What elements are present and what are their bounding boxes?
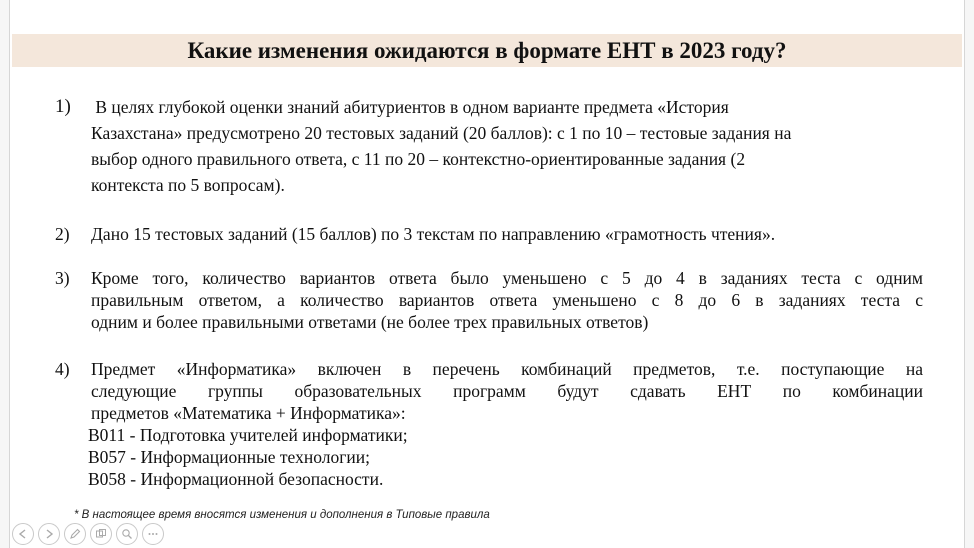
item-line: правильным ответом, а количество вариантов ответа уменьшено с 8 до 6 в заданиях теста с [91, 290, 923, 310]
item-line: Предмет «Информатика» включен в перечень комбинаций предметов, т.е. поступающие на [91, 359, 923, 379]
pen-icon [69, 528, 81, 540]
item-number: 4) [55, 359, 70, 379]
slides-overview-button[interactable] [90, 523, 112, 545]
item-number: 2) [55, 224, 70, 244]
more-options-icon [147, 528, 159, 540]
slide-title: Какие изменения ожидаются в формате ЕНТ в 2023 году? [187, 37, 787, 63]
item-line: Кроме того, количество вариантов ответа было уменьшено с 5 до 4 в заданиях теста с одним [91, 268, 923, 288]
item-line: В целях глубокой оценки знаний абитуриентов в одном варианте предмета «История [91, 97, 729, 117]
previous-slide-icon [17, 528, 29, 540]
next-slide-icon [43, 528, 55, 540]
window-right-edge [964, 0, 974, 548]
item-line: контекста по 5 вопросам). [91, 175, 285, 195]
program-list [88, 424, 788, 490]
next-slide-button[interactable] [38, 523, 60, 545]
item-number: 1) [55, 96, 71, 117]
program-item: B057 - Информационные технологии; [88, 447, 370, 467]
slideshow-controls [12, 523, 164, 547]
footnote: * В настоящее время вносятся изменения и дополнения в Типовые правила [74, 509, 490, 521]
zoom-icon [121, 528, 133, 540]
item-line: предметов «Математика + Информатика»: [91, 403, 406, 423]
item-line: следующие группы образовательных программ будут сдавать ЕНТ по комбинации [91, 381, 923, 401]
item-text [91, 358, 923, 424]
previous-slide-button[interactable] [12, 523, 34, 545]
slides-overview-icon [95, 528, 107, 540]
pen-button[interactable] [64, 523, 86, 545]
item-line: одним и более правильными ответами (не более трех правильных ответов) [91, 312, 649, 332]
item-line: Дано 15 тестовых заданий (15 баллов) по 3 текстам по направлению «грамотность чтения». [91, 224, 776, 244]
item-number: 3) [55, 268, 70, 288]
program-item: B011 - Подготовка учителей информатики; [88, 425, 408, 445]
item-text [91, 223, 921, 245]
window-left-edge [0, 0, 10, 548]
program-item: B058 - Информационной безопасности. [88, 469, 384, 489]
item-text [91, 96, 911, 196]
item-line: выбор одного правильного ответа, с 11 по 20 – контекстно-ориентированные задания (2 [91, 149, 746, 169]
item-text [91, 267, 923, 333]
title-band [12, 34, 962, 67]
item-line: Казахстана» предусмотрено 20 тестовых заданий (20 баллов): с 1 по 10 – тестовые задания на [91, 123, 792, 143]
more-options-button[interactable] [142, 523, 164, 545]
zoom-button[interactable] [116, 523, 138, 545]
